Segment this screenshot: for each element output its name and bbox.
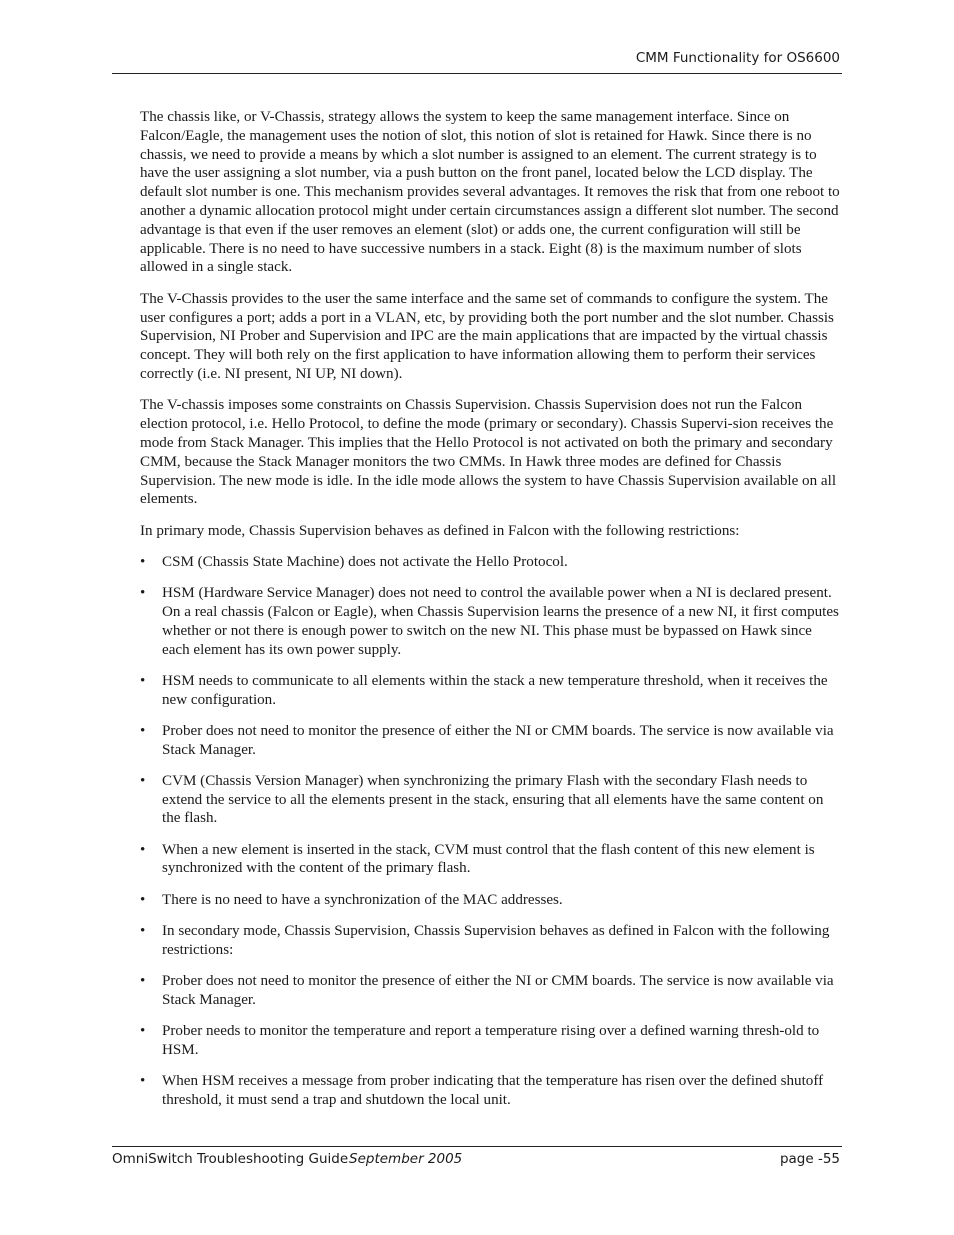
bullet-icon: • [140, 922, 146, 939]
bullet-icon: • [140, 841, 146, 858]
list-item [140, 841, 840, 879]
list-item-text: HSM needs to communicate to all elements within the stack a new temperature threshold, when it receives the new configuration. [162, 672, 828, 708]
list-item-text: When HSM receives a message from prober indicating that the temperature has risen over the defined shutoff threshold, it must send a trap and shutdown the local unit. [162, 1072, 824, 1108]
header-rule [112, 73, 842, 74]
list-item-text: CSM (Chassis State Machine) does not activate the Hello Protocol. [162, 554, 568, 571]
bullet-icon: • [140, 585, 146, 602]
footer-guide-title: OmniSwitch Troubleshooting Guide [112, 1151, 349, 1167]
bullet-icon: • [140, 891, 146, 908]
footer-page-number: page -55 [779, 1151, 840, 1167]
list-item-text: Prober needs to monitor the temperature and report a temperature rising over a defined warning thresh-old to HSM. [162, 1022, 820, 1058]
restrictions-list [140, 553, 840, 1109]
list-item [140, 972, 840, 1010]
list-item-text: Prober does not need to monitor the presence of either the NI or CMM boards. The service is now available via Stack Manager. [162, 972, 834, 1008]
paragraph-v-chassis-strategy: The chassis like, or V-Chassis, strategy allows the system to keep the same management interface. Since on Falcon/Eagle, the management uses the notion of slot, this notion of slot is retained for Hawk. Since there is no chassis, we need to provide a means by which a slot number is assigned to an element. The current strategy is to have the user assigning a slot number, via a push button on the front panel, located below the LCD display. The default slot number is one. This mechanism provides several advantages. It removes the risk that from one reboot to another a dynamic allocation protocol might under certain circumstances assign a different slot number. The second advantage is that even if the user removes an element (slot) or adds one, the current configuration will still be applicable. There is no need to have successive numbers in a stack. Eight (8) is the maximum number of slots allowed in a single stack. [140, 109, 840, 276]
bullet-icon: • [140, 972, 146, 989]
bullet-icon: • [140, 1072, 146, 1089]
list-item [140, 772, 840, 828]
list-item [140, 553, 840, 572]
footer-rule [112, 1146, 842, 1147]
paragraph-v-chassis-interface: The V-Chassis provides to the user the same interface and the same set of commands to configure the system. The user configures a port; adds a port in a VLAN, etc, by providing both the port number and the slot number. Chassis Supervision, NI Prober and Supervision and IPC are the main applications that are impacted by the virtual chassis concept. They will both rely on the first application to have information allowing them to perform their services correctly (i.e. NI present, NI UP, NI down). [140, 290, 834, 382]
list-item [140, 722, 840, 760]
page-body [140, 108, 840, 1122]
bullet-icon: • [140, 1022, 146, 1039]
list-item [140, 1022, 840, 1060]
bullet-icon: • [140, 554, 146, 571]
paragraph-v-chassis-constraints: The V-chassis imposes some constraints on Chassis Supervision. Chassis Supervision does not run the Falcon election protocol, i.e. Hello Protocol, to define the mode (primary or secondary). Chassis Supervi-sion receives the mode from Stack Manager. This implies that the Hello Protocol is not activated on both the primary and secondary CMM, because the Stack Manager monitors the two CMMs. In Hawk three modes are defined for Chassis Supervision. The new mode is idle. In the idle mode allows the system to have Chassis Supervision available on all elements. [140, 397, 837, 508]
bullet-icon: • [140, 722, 146, 739]
list-item-text: There is no need to have a synchronization of the MAC addresses. [162, 891, 563, 908]
bullet-icon: • [140, 672, 146, 689]
list-item [140, 891, 840, 910]
list-item-text: HSM (Hardware Service Manager) does not need to control the available power when a NI is declared present. On a real chassis (Falcon or Eagle), when Chassis Supervision learns the presence of a new NI, it first computes whether or not there is enough power to switch on the new NI. This phase must be bypassed on Hawk since each element has its own power supply. [162, 585, 839, 658]
list-item-text: CVM (Chassis Version Manager) when synchronizing the primary Flash with the secondary Flash needs to extend the service to all the elements present in the stack, ensuring that all elements have the same content on the flash. [162, 772, 824, 827]
paragraph-primary-mode-intro: In primary mode, Chassis Supervision behaves as defined in Falcon with the following restrictions: [140, 522, 740, 539]
footer-date: September 2005 [349, 1151, 463, 1167]
list-item-text: Prober does not need to monitor the presence of either the NI or CMM boards. The service is now available via Stack Manager. [162, 722, 834, 758]
running-header-title: CMM Functionality for OS6600 [635, 50, 840, 66]
list-item-text: In secondary mode, Chassis Supervision, Chassis Supervision behaves as defined in Falcon with the following restrictions: [162, 922, 830, 958]
list-item [140, 922, 840, 960]
list-item [140, 1072, 840, 1110]
list-item [140, 584, 840, 659]
bullet-icon: • [140, 772, 146, 789]
list-item [140, 672, 840, 710]
list-item-text: When a new element is inserted in the stack, CVM must control that the flash content of this new element is synchronized with the content of the primary flash. [162, 841, 815, 877]
